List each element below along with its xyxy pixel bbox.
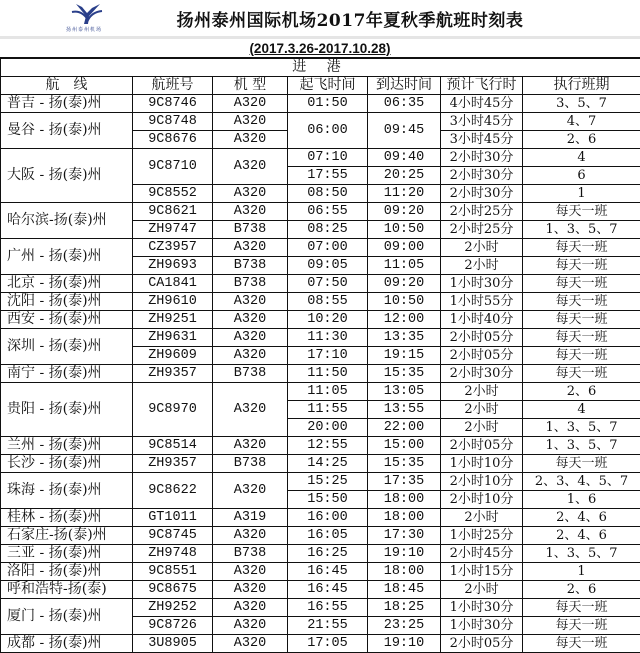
flight-duration: 2小时25分 — [441, 221, 523, 239]
operating-days: 3、5、7 — [523, 95, 640, 113]
table-row — [1, 635, 640, 653]
logo-caption: 扬州泰州机场 — [66, 26, 102, 33]
aircraft-type: A320 — [213, 635, 288, 653]
flight-duration: 4小时45分 — [441, 95, 523, 113]
arrival-time: 15:35 — [368, 455, 441, 473]
arrival-time: 09:40 — [368, 149, 441, 167]
flight-number: CA1841 — [133, 275, 213, 293]
departure-time: 11:05 — [288, 383, 368, 401]
operating-days: 每天一班 — [523, 275, 640, 293]
arrival-time: 06:35 — [368, 95, 441, 113]
arrival-time: 17:30 — [368, 527, 441, 545]
aircraft-type: A320 — [213, 95, 288, 113]
flight-duration: 1小时30分 — [441, 599, 523, 617]
route-cell: 南宁 - 扬(泰)州 — [1, 365, 133, 383]
flight-number: ZH9693 — [133, 257, 213, 275]
route-cell: 桂林 - 扬(泰)州 — [1, 509, 133, 527]
aircraft-type: A320 — [213, 239, 288, 257]
arrival-time: 19:10 — [368, 545, 441, 563]
flight-duration: 2小时05分 — [441, 437, 523, 455]
arrival-time: 20:25 — [368, 167, 441, 185]
operating-days: 4、7 — [523, 113, 640, 131]
departure-time: 17:05 — [288, 635, 368, 653]
departure-time: 10:20 — [288, 311, 368, 329]
table-row — [1, 149, 640, 167]
route-cell: 曼谷 - 扬(泰)州 — [1, 113, 133, 149]
flight-number: 9C8514 — [133, 437, 213, 455]
operating-days: 2、4、6 — [523, 509, 640, 527]
section-title: 进 港 — [1, 58, 640, 77]
table-row — [1, 473, 640, 491]
departure-time: 15:50 — [288, 491, 368, 509]
page-header — [0, 0, 640, 36]
arrival-time: 19:15 — [368, 347, 441, 365]
flight-number: CZ3957 — [133, 239, 213, 257]
flight-duration: 2小时 — [441, 581, 523, 599]
departure-time: 06:00 — [288, 113, 368, 149]
flight-number: ZH9252 — [133, 599, 213, 617]
arrival-time: 15:00 — [368, 437, 441, 455]
aircraft-type: B738 — [213, 365, 288, 383]
operating-days: 2、4、6 — [523, 527, 640, 545]
flight-duration: 2小时30分 — [441, 167, 523, 185]
flight-number: 9C8726 — [133, 617, 213, 635]
operating-days: 1 — [523, 185, 640, 203]
aircraft-type: A320 — [213, 131, 288, 149]
arrival-time: 11:05 — [368, 257, 441, 275]
flight-duration: 2小时 — [441, 383, 523, 401]
table-row — [1, 365, 640, 383]
col-flight: 航班号 — [133, 77, 213, 95]
aircraft-type: A320 — [213, 311, 288, 329]
flight-number: 9C8746 — [133, 95, 213, 113]
departure-time: 21:55 — [288, 617, 368, 635]
operating-days: 1、3、5、7 — [523, 437, 640, 455]
flight-number: ZH9610 — [133, 293, 213, 311]
departure-time: 09:05 — [288, 257, 368, 275]
aircraft-type: B738 — [213, 275, 288, 293]
flight-duration: 2小时25分 — [441, 203, 523, 221]
flight-number: 9C8675 — [133, 581, 213, 599]
arrival-time: 13:35 — [368, 329, 441, 347]
operating-days: 1 — [523, 563, 640, 581]
flight-duration: 1小时55分 — [441, 293, 523, 311]
table-row — [1, 527, 640, 545]
operating-days: 每天一班 — [523, 455, 640, 473]
aircraft-type: A320 — [213, 599, 288, 617]
flight-duration: 2小时05分 — [441, 635, 523, 653]
flight-number: 9C8551 — [133, 563, 213, 581]
operating-days: 每天一班 — [523, 293, 640, 311]
arrival-time: 23:25 — [368, 617, 441, 635]
departure-time: 16:45 — [288, 581, 368, 599]
departure-time: 16:45 — [288, 563, 368, 581]
departure-time: 14:25 — [288, 455, 368, 473]
flight-number: ZH9609 — [133, 347, 213, 365]
flight-number: 9C8621 — [133, 203, 213, 221]
route-cell: 珠海 - 扬(泰)州 — [1, 473, 133, 509]
arrival-time: 09:00 — [368, 239, 441, 257]
arrival-time: 15:35 — [368, 365, 441, 383]
flight-number: 9C8745 — [133, 527, 213, 545]
route-cell: 石家庄-扬(泰)州 — [1, 527, 133, 545]
flight-duration: 3小时45分 — [441, 131, 523, 149]
aircraft-type: A320 — [213, 149, 288, 185]
date-range: (2017.3.26-2017.10.28) — [0, 40, 640, 57]
departure-time: 08:25 — [288, 221, 368, 239]
header-row — [1, 77, 640, 95]
aircraft-type: A319 — [213, 509, 288, 527]
table-row — [1, 329, 640, 347]
aircraft-type: B738 — [213, 545, 288, 563]
flight-number: 3U8905 — [133, 635, 213, 653]
operating-days: 每天一班 — [523, 239, 640, 257]
departure-time: 12:55 — [288, 437, 368, 455]
aircraft-type: A320 — [213, 527, 288, 545]
route-cell: 西安 - 扬(泰)州 — [1, 311, 133, 329]
arrival-time: 18:00 — [368, 563, 441, 581]
table-row — [1, 203, 640, 221]
operating-days: 每天一班 — [523, 635, 640, 653]
flight-number: ZH9357 — [133, 455, 213, 473]
operating-days: 2、6 — [523, 383, 640, 401]
operating-days: 2、6 — [523, 581, 640, 599]
arrival-time: 13:55 — [368, 401, 441, 419]
flight-number: 9C8622 — [133, 473, 213, 509]
col-duration: 预计飞行时 — [441, 77, 523, 95]
page-title: 扬州泰州国际机场2017年夏秋季航班时刻表 — [0, 6, 640, 31]
aircraft-type: A320 — [213, 113, 288, 131]
departure-time: 08:50 — [288, 185, 368, 203]
route-cell: 贵阳 - 扬(泰)州 — [1, 383, 133, 437]
flight-number: GT1011 — [133, 509, 213, 527]
operating-days: 每天一班 — [523, 599, 640, 617]
route-cell: 长沙 - 扬(泰)州 — [1, 455, 133, 473]
flight-number: 9C8748 — [133, 113, 213, 131]
departure-time: 01:50 — [288, 95, 368, 113]
flight-number: 9C8710 — [133, 149, 213, 185]
flight-duration: 2小时 — [441, 239, 523, 257]
flight-duration: 2小时30分 — [441, 149, 523, 167]
flight-number: ZH9747 — [133, 221, 213, 239]
table-row — [1, 599, 640, 617]
aircraft-type: A320 — [213, 347, 288, 365]
operating-days: 每天一班 — [523, 365, 640, 383]
flight-number: 9C8970 — [133, 383, 213, 437]
route-cell: 哈尔滨-扬(泰)州 — [1, 203, 133, 239]
operating-days: 1、3、5、7 — [523, 545, 640, 563]
arrival-time: 18:45 — [368, 581, 441, 599]
departure-time: 16:05 — [288, 527, 368, 545]
operating-days: 1、6 — [523, 491, 640, 509]
departure-time: 07:00 — [288, 239, 368, 257]
flight-duration: 2小时30分 — [441, 365, 523, 383]
departure-time: 16:55 — [288, 599, 368, 617]
arrival-time: 18:00 — [368, 491, 441, 509]
flight-number: ZH9251 — [133, 311, 213, 329]
col-days: 执行班期 — [523, 77, 640, 95]
aircraft-type: A320 — [213, 617, 288, 635]
operating-days: 2、3、4、5、7 — [523, 473, 640, 491]
departure-time: 11:55 — [288, 401, 368, 419]
arrival-time: 10:50 — [368, 293, 441, 311]
table-row — [1, 95, 640, 113]
flight-duration: 2小时10分 — [441, 491, 523, 509]
flight-duration: 1小时30分 — [441, 275, 523, 293]
operating-days: 2、6 — [523, 131, 640, 149]
departure-time: 16:00 — [288, 509, 368, 527]
operating-days: 4 — [523, 149, 640, 167]
operating-days: 1、3、5、7 — [523, 221, 640, 239]
operating-days: 6 — [523, 167, 640, 185]
flight-number: ZH9357 — [133, 365, 213, 383]
aircraft-type: A320 — [213, 581, 288, 599]
timetable — [0, 57, 640, 653]
flight-duration: 3小时45分 — [441, 113, 523, 131]
departure-time: 17:10 — [288, 347, 368, 365]
route-cell: 三亚 - 扬(泰)州 — [1, 545, 133, 563]
arrival-time: 09:20 — [368, 275, 441, 293]
table-row — [1, 509, 640, 527]
operating-days: 每天一班 — [523, 617, 640, 635]
departure-time: 11:50 — [288, 365, 368, 383]
col-departure: 起飞时间 — [288, 77, 368, 95]
operating-days: 1、3、5、7 — [523, 419, 640, 437]
timetable-body — [1, 95, 640, 653]
flight-duration: 1小时25分 — [441, 527, 523, 545]
departure-time: 07:10 — [288, 149, 368, 167]
departure-time: 15:25 — [288, 473, 368, 491]
arrival-time: 18:25 — [368, 599, 441, 617]
arrival-time: 19:10 — [368, 635, 441, 653]
flight-number: ZH9631 — [133, 329, 213, 347]
flight-duration: 2小时 — [441, 257, 523, 275]
route-cell: 成都 - 扬(泰)州 — [1, 635, 133, 653]
route-cell: 普吉 - 扬(泰)州 — [1, 95, 133, 113]
arrival-time: 10:50 — [368, 221, 441, 239]
arrival-time: 13:05 — [368, 383, 441, 401]
operating-days: 每天一班 — [523, 257, 640, 275]
arrival-time: 22:00 — [368, 419, 441, 437]
section-row — [1, 58, 640, 77]
aircraft-type: A320 — [213, 563, 288, 581]
aircraft-type: B738 — [213, 455, 288, 473]
table-row — [1, 437, 640, 455]
flight-number: 9C8676 — [133, 131, 213, 149]
departure-time: 06:55 — [288, 203, 368, 221]
col-arrival: 到达时间 — [368, 77, 441, 95]
flight-duration: 2小时05分 — [441, 329, 523, 347]
table-row — [1, 455, 640, 473]
flight-duration: 1小时10分 — [441, 455, 523, 473]
flight-duration: 1小时15分 — [441, 563, 523, 581]
divider — [0, 36, 640, 39]
aircraft-type: A320 — [213, 473, 288, 509]
aircraft-type: B738 — [213, 221, 288, 239]
flight-duration: 1小时30分 — [441, 617, 523, 635]
route-cell: 北京 - 扬(泰)州 — [1, 275, 133, 293]
aircraft-type: A320 — [213, 329, 288, 347]
operating-days: 4 — [523, 401, 640, 419]
aircraft-type: A320 — [213, 293, 288, 311]
table-row — [1, 293, 640, 311]
departure-time: 11:30 — [288, 329, 368, 347]
arrival-time: 18:00 — [368, 509, 441, 527]
flight-duration: 2小时10分 — [441, 473, 523, 491]
departure-time: 08:55 — [288, 293, 368, 311]
flight-duration: 2小时30分 — [441, 185, 523, 203]
route-cell: 洛阳 - 扬(泰)州 — [1, 563, 133, 581]
aircraft-type: A320 — [213, 185, 288, 203]
route-cell: 兰州 - 扬(泰)州 — [1, 437, 133, 455]
flight-duration: 2小时 — [441, 401, 523, 419]
table-row — [1, 275, 640, 293]
arrival-time: 09:45 — [368, 113, 441, 149]
flight-duration: 1小时40分 — [441, 311, 523, 329]
table-row — [1, 239, 640, 257]
departure-time: 17:55 — [288, 167, 368, 185]
table-row — [1, 581, 640, 599]
departure-time: 16:25 — [288, 545, 368, 563]
departure-time: 20:00 — [288, 419, 368, 437]
arrival-time: 11:20 — [368, 185, 441, 203]
arrival-time: 12:00 — [368, 311, 441, 329]
flight-number: ZH9748 — [133, 545, 213, 563]
aircraft-type: A320 — [213, 203, 288, 221]
route-cell: 大阪 - 扬(泰)州 — [1, 149, 133, 203]
table-row — [1, 545, 640, 563]
route-cell: 呼和浩特-扬(泰) — [1, 581, 133, 599]
col-aircraft: 机 型 — [213, 77, 288, 95]
route-cell: 厦门 - 扬(泰)州 — [1, 599, 133, 635]
route-cell: 沈阳 - 扬(泰)州 — [1, 293, 133, 311]
aircraft-type: A320 — [213, 383, 288, 437]
col-route: 航 线 — [1, 77, 133, 95]
route-cell: 深圳 - 扬(泰)州 — [1, 329, 133, 365]
operating-days: 每天一班 — [523, 311, 640, 329]
operating-days: 每天一班 — [523, 347, 640, 365]
table-row — [1, 113, 640, 131]
flight-duration: 2小时 — [441, 419, 523, 437]
flight-number: 9C8552 — [133, 185, 213, 203]
route-cell: 广州 - 扬(泰)州 — [1, 239, 133, 275]
arrival-time: 09:20 — [368, 203, 441, 221]
flight-duration: 2小时05分 — [441, 347, 523, 365]
arrival-time: 17:35 — [368, 473, 441, 491]
table-row — [1, 563, 640, 581]
operating-days: 每天一班 — [523, 329, 640, 347]
aircraft-type: B738 — [213, 257, 288, 275]
table-row — [1, 383, 640, 401]
aircraft-type: A320 — [213, 437, 288, 455]
flight-duration: 2小时45分 — [441, 545, 523, 563]
flight-duration: 2小时 — [441, 509, 523, 527]
departure-time: 07:50 — [288, 275, 368, 293]
table-row — [1, 311, 640, 329]
operating-days: 每天一班 — [523, 203, 640, 221]
